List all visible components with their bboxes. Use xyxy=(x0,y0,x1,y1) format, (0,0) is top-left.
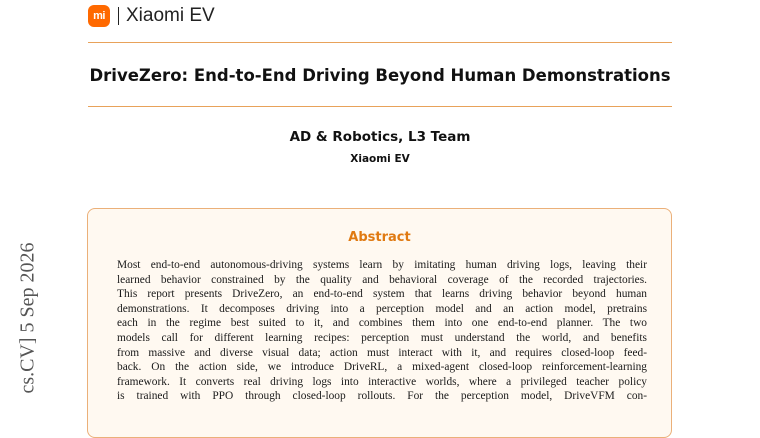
abstract-line: from massive and diverse visual data; action must interact with it, and requires closed-loop feed- xyxy=(117,346,647,359)
paper-title: DriveZero: End-to-End Driving Beyond Human Demonstrations xyxy=(89,66,671,85)
abstract-box xyxy=(87,208,672,438)
xiaomi-logo-icon: mi xyxy=(88,5,110,27)
top-rule xyxy=(88,42,672,43)
abstract-line: This report presents DriveZero, an end-to-end system that learns driving behavior beyond human xyxy=(117,288,647,301)
abstract-body xyxy=(117,258,647,404)
abstract-line: Most end-to-end autonomous-driving systems learn by imitating human driving logs, leaving their xyxy=(117,259,647,271)
logo-divider xyxy=(118,7,119,25)
abstract-line: each in the regime best suited to it, and combines them into one end-to-end planner. The two xyxy=(117,317,647,330)
abstract-line: back. On the action side, we introduce DriveRL, a mixed-agent closed-loop reinforcement-learning xyxy=(117,361,647,374)
abstract-line: is trained with PPO through closed-loop rollouts. For the perception model, DriveVFM con- xyxy=(117,390,647,403)
abstract-line: demonstrations. It decomposes driving into a perception model and an action model, pretrains xyxy=(117,302,647,315)
abstract-line: learned behavior constrained by the quality and behavioral coverage of the recorded trajectories. xyxy=(117,273,647,286)
brand-name: Xiaomi EV xyxy=(126,5,215,26)
title-rule xyxy=(88,106,672,107)
paper-authors: AD & Robotics, L3 Team xyxy=(289,129,471,145)
abstract-line: framework. It converts real driving logs into interactive worlds, where a privileged teacher policy xyxy=(117,375,647,388)
abstract-heading: Abstract xyxy=(348,230,411,245)
arxiv-stamp: cs.CV] 5 Sep 2026 xyxy=(16,242,39,394)
abstract-line: models call for different learning recipes: perception must understand the world, and benefits xyxy=(117,331,647,344)
header xyxy=(88,4,215,28)
paper-affiliation: Xiaomi EV xyxy=(350,153,410,165)
